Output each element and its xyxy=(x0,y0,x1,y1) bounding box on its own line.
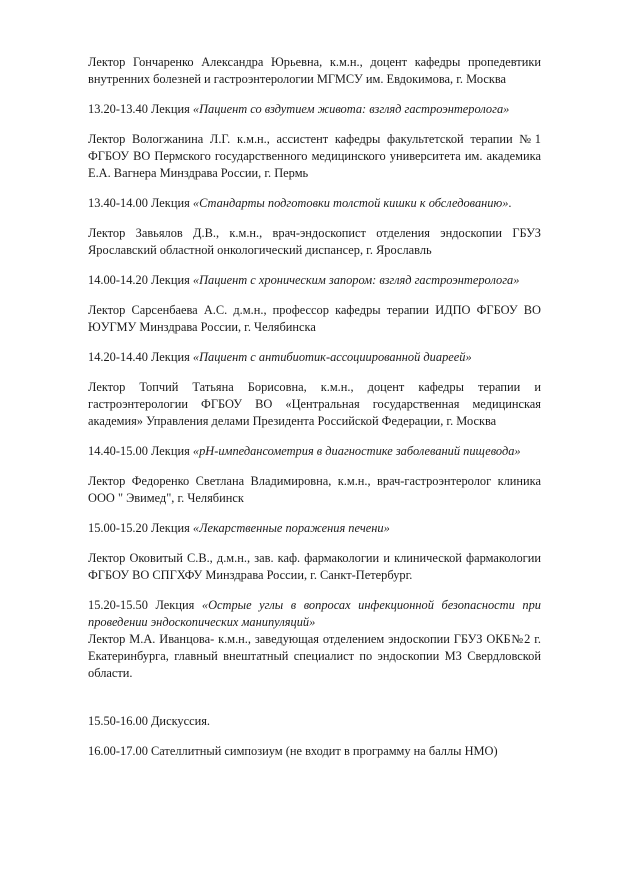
session-time-label: 13.40-14.00 Лекция xyxy=(88,196,193,210)
session-time-label: 14.00-14.20 Лекция xyxy=(88,273,193,287)
lecturer-paragraph: Лектор Завьялов Д.В., к.м.н., врач-эндоскопист отделения эндоскопии ГБУЗ Ярославский областной онкологический диспансер, г. Ярославль xyxy=(88,226,541,257)
session-line-14-00 xyxy=(88,272,541,289)
lecturer-paragraph: Лектор Вологжанина Л.Г. к.м.н., ассистент кафедры факультетской терапии №1 ФГБОУ ВО Пермского государственного медицинского университета им. академика Е.А. Вагнера Минздрава России, г. Пермь xyxy=(88,132,541,180)
lecture-title: «Пациент с антибиотик-ассоциированной диареей» xyxy=(192,350,472,364)
session-line-15-00 xyxy=(88,520,541,537)
lecture-title: «pH-импедансометрия в диагностике заболеваний пищевода» xyxy=(192,444,521,458)
lecturer-paragraph: Лектор Гончаренко Александра Юрьевна, к.м.н., доцент кафедры пропедевтики внутренних болезней и гастроэнтерологии МГМСУ им. Евдокимова, г. Москва xyxy=(88,55,541,86)
discussion-line: 15.50-16.00 Дискуссия. xyxy=(88,714,211,728)
lecturer-paragraph: Лектор Топчий Татьяна Борисовна, к.м.н., доцент кафедры терапии и гастроэнтерологии ФГБОУ ВО «Центральная государственная медицинская академия» Управления делами Президента Российской Федерации, г. Москва xyxy=(88,380,541,428)
session-line-14-40 xyxy=(88,443,541,460)
session-time-label: 13.20-13.40 Лекция xyxy=(88,102,193,116)
lecturer-paragraph: Лектор Оковитый С.В., д.м.н., зав. каф. фармакологии и клинической фармакологии ФГБОУ ВО СПГХФУ Минздрава России, г. Санкт-Петербург. xyxy=(88,551,541,582)
lecturer-paragraph: Лектор Сарсенбаева А.С. д.м.н., профессор кафедры терапии ИДПО ФГБОУ ВО ЮУГМУ Минздрава России, г. Челябинска xyxy=(88,303,541,334)
session-suffix: . xyxy=(508,196,512,210)
lecture-title: «Стандарты подготовки толстой кишки к обследованию» xyxy=(192,196,509,210)
session-time-label: 14.40-15.00 Лекция xyxy=(88,444,193,458)
session-time-label: 15.00-15.20 Лекция xyxy=(88,521,193,535)
document-page xyxy=(88,54,541,773)
session-time-label: 14.20-14.40 Лекция xyxy=(88,350,193,364)
session-line-13-20 xyxy=(88,101,541,118)
lecturer-paragraph: Лектор М.А. Иванцова- к.м.н., заведующая отделением эндоскопии ГБУЗ ОКБ№2 г. Екатеринбурга, главный внештатный специалист по эндоскопии МЗ Свердловской области. xyxy=(88,632,541,680)
session-line-14-20 xyxy=(88,349,541,366)
lecturer-paragraph: Лектор Федоренко Светлана Владимировна, к.м.н., врач-гастроэнтеролог клиника ООО " Эвимед", г. Челябинск xyxy=(88,474,541,505)
lecture-title: «Пациент с хроническим запором: взгляд гастроэнтеролога» xyxy=(192,273,520,287)
session-line-15-20 xyxy=(88,597,541,631)
lecture-title: «Лекарственные поражения печени» xyxy=(192,521,390,535)
lecture-title: «Пациент со вздутием живота: взгляд гастроэнтеролога» xyxy=(192,102,510,116)
satellite-symposium-line: 16.00-17.00 Сателлитный симпозиум (не входит в программу на баллы НМО) xyxy=(88,744,498,758)
session-line-13-40 xyxy=(88,195,541,212)
session-time-label: 15.20-15.50 Лекция xyxy=(88,598,202,612)
lecture-title: «Острые углы в вопросах инфекционной безопасности при проведении эндоскопических манипуляций» xyxy=(88,598,541,629)
